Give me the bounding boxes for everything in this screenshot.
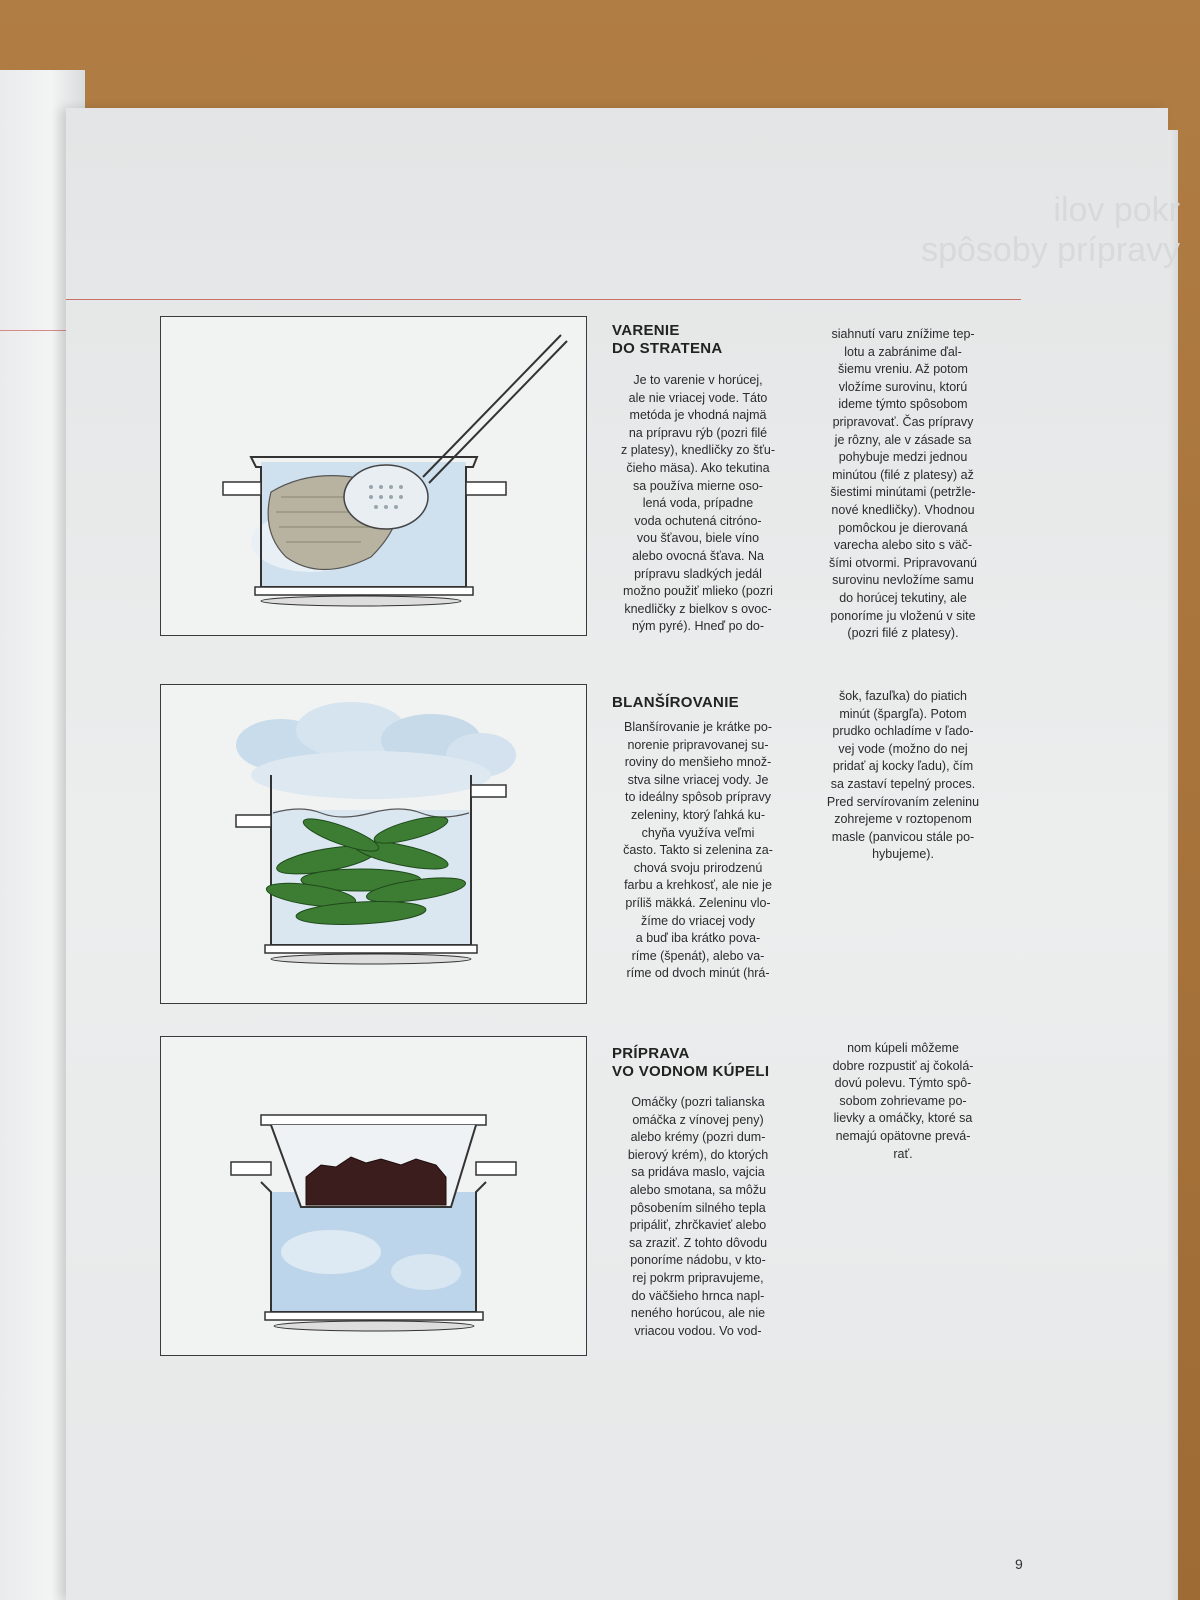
text-column-water-bath-2: nom kúpeli môžeme dobre rozpustiť aj čokolá- dovú polevu. Týmto spô- sobom zohrievame po- lievky a omáčky, ktoré sa nemajú opätovne prevá- rať.: [832, 1041, 974, 1161]
text-column-blanching-1: Blanšírovanie je krátke po- norenie pripravovanej su- roviny do menšieho množ- stva silne vriacej vody. Je to ideálny spôsob prípravy zeleniny, ktorý ľahká ku- chyňa využíva veľmi často. Takto si zelenina za- chová svoju prirodzenú farbu a krehkosť, ale nie je príliš mäkká. Zeleninu vlo- žíme do vriacej vody a buď iba krátko pova- ríme (špenát), alebo va- ríme od dvoch minút (hrá-: [623, 720, 773, 981]
page-number: 9: [1015, 1556, 1023, 1572]
section-title-poaching: VARENIE DO STRATENA: [612, 322, 723, 357]
pot-fish-skimmer-icon: [161, 317, 586, 635]
blanching-illustration-frame: [160, 684, 587, 1004]
section-title-water-bath: PRÍPRAVA VO VODNOM KÚPELI: [612, 1045, 770, 1080]
poaching-illustration-frame: [160, 316, 587, 636]
text-column-water-bath-1: Omáčky (pozri talianska omáčka z vínovej peny) alebo krémy (pozri dum- bierový krém), do ktorých sa pridáva maslo, vajcia alebo smotana, sa môžu pôsobením silného tepla pripáliť, zhrčkavieť alebo sa zraziť. Z tohto dôvodu ponoríme nádobu, v kto- rej pokrm pripravujeme, do väčšieho hrnca napl- neného horúcou, ale nie vriacou vodou. Vo vod-: [627, 1095, 769, 1338]
show-through-heading: ilov pokr spôsoby prípravy: [921, 191, 1180, 269]
pot-green-beans-steam-icon: [161, 685, 586, 1003]
header-rule: [66, 299, 1021, 300]
text-column-poaching-1: Je to varenie v horúcej, ale nie vriacej vode. Táto metóda je vhodná najmä na prípravu rýb (pozri filé z platesy), knedličky zo šťu- čieho mäsa). Ako tekutina sa používa mierne oso- lená voda, prípadne voda ochutená citróno- vou šťavou, biele víno alebo ovocná šťava. Na prípravu sladkých jedál možno použiť mlieko (pozri knedličky z bielkov s ovoc- ným pyré). Hneď po do-: [620, 373, 776, 634]
text-column-poaching-2: siahnutí varu znížime tep- lotu a zabránime ďal- šiemu vreniu. Až potom vložíme surovinu, ktorú ideme týmto spôsobom pripravovať. Čas prípravy je rôzny, ale v zásade sa pohybuje medzi jednou minútou (filé z platesy) až šiestimi minútami (petržle- nové knedličky). Vhodnou pomôckou je dierovaná varecha alebo sito s väč- šími otvormi. Pripravovanú surovinu nevložíme samu do horúcej tekutiny, ale ponoríme ju vloženú v site (pozri filé z platesy).: [829, 327, 977, 641]
left-page-rule: [0, 330, 70, 331]
section-title-blanching: BLANŠÍROVANIE: [612, 694, 739, 711]
water-bath-illustration-frame: [160, 1036, 587, 1356]
double-boiler-chocolate-icon: [161, 1037, 586, 1355]
text-column-blanching-2: šok, fazuľka) do piatich minút (špargľa). Potom prudko ochladíme v ľado- vej vode (možno do nej pridať aj kocky ľadu), čím sa zastaví tepelný proces. Pred servírovaním zeleninu zohrejeme v roztopenom masle (panvicou stále po- hybujeme).: [826, 689, 980, 862]
